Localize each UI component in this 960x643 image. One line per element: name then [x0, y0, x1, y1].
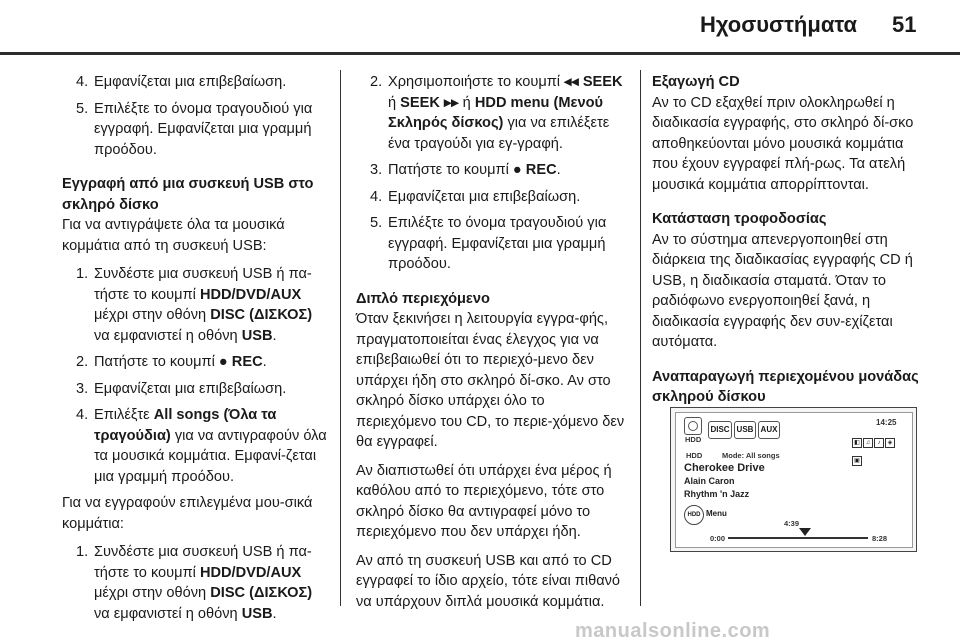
paragraph: Αν το CD εξαχθεί πριν ολοκληρωθεί η διαδικασία εγγραφής, στο σκληρό δί-σκο αποθηκεύονται μόνο μουσικά κομμάτια που έχουν εγγραφεί πλή-ρως. Τα ατελή μουσικά κομμάτια απορρίπτονται. — [652, 94, 914, 193]
tab-aux: AUX — [758, 421, 780, 439]
section-heading: Εξαγωγή CD — [652, 74, 740, 90]
watermark: manualsonline.com — [575, 620, 771, 642]
clock: 14:25 — [876, 418, 897, 427]
paragraph: Αν διαπιστωθεί ότι υπάρχει ένα μέρος ή καθόλου από το περιεχόμενο, τότε στο σκληρό δίσκο θα αντιγραφεί μόνο το περιεχόμενο που δεν υπάρχει ήδη. — [356, 462, 612, 540]
paragraph: Για να αντιγράψετε όλα τα μουσικά κομμάτια από τη συσκευή USB: — [62, 217, 285, 254]
column-2 — [356, 72, 628, 620]
tab-disc: DISC — [708, 421, 732, 439]
list-item: 3. Εμφανίζεται μια επιβεβαίωση. — [76, 380, 287, 397]
status-icon: ◧ — [852, 438, 862, 448]
list-item: 1. Συνδέστε μια συσκευή USB ή πα-τήστε το κουμπί HDD/DVD/AUX μέχρι στην οθόνη DISC (ΔΙΣΚΟΣ) να εμφανιστεί η οθόνη USB. — [76, 544, 313, 622]
hdd-disc-icon — [684, 417, 702, 435]
artist-name: Alain Caron — [684, 476, 735, 486]
status-icon: ♫ — [863, 438, 873, 448]
album-name: Rhythm 'n Jazz — [684, 489, 750, 499]
paragraph: Αν το σύστημα απενεργοποιηθεί στη διάρκεια της διαδικασίας εγγραφής CD ή USB, η διαδικασία σταματά. Όταν το ραδιόφωνο ενεργοποιηθεί ξανά, η διαδικασία εγγραφής δεν συν-εχίζεται αυτόματα. — [652, 231, 913, 350]
paragraph: Όταν ξεκινήσει η λειτουργία εγγρα-φής, πραγματοποιείται ένας έλεγχος για να επιβεβαιωθεί ότι το περιεχό-μενο δεν υπάρχει ήδη στο σκληρό δί-σκο. Αν στο σκληρό δίσκο υπάρχει όλο το περιεχόμενο του CD, το περιε-χόμενο δεν θα εγγραφεί. — [356, 311, 625, 450]
list-item: 3. Πατήστε το κουμπί ● REC. — [370, 162, 561, 178]
steps-list — [356, 72, 628, 275]
section-heading: Διπλό περιεχόμενο — [356, 290, 490, 307]
paragraph: Για να εγγραφούν επιλεγμένα μου-σικά κομμάτια: — [62, 495, 313, 532]
status-icon: ▣ — [852, 456, 862, 466]
list-item: 5. Επιλέξτε το όνομα τραγουδιού για εγγραφή. Εμφανίζεται μια γραμμή προόδου. — [370, 215, 607, 272]
column-divider — [640, 70, 641, 606]
list-item: 2. Πατήστε το κουμπί ● REC. — [76, 354, 267, 370]
column-3 — [652, 72, 924, 408]
start-time: 0:00 — [710, 534, 726, 543]
column-1 — [62, 72, 330, 630]
section-heading: Αναπαραγωγή περιεχομένου μονάδας σκληρού δίσκου — [652, 368, 919, 405]
progress-track — [728, 537, 868, 539]
current-time: 4:39 — [784, 519, 800, 528]
header-rule — [0, 52, 960, 55]
hdd-menu-button: HDD — [684, 505, 704, 525]
section-heading: Κατάσταση τροφοδοσίας — [652, 211, 827, 227]
list-item: 5. Επιλέξτε το όνομα τραγουδιού για εγγραφή. Εμφανίζεται μια γραμμή προόδου. — [76, 100, 313, 158]
list-item: 4. Εμφανίζεται μια επιβεβαίωση. — [76, 74, 287, 90]
screen-display — [675, 412, 913, 548]
list-item: 4. Εμφανίζεται μια επιβεβαίωση. — [370, 188, 581, 205]
radio-screen-illustration — [670, 407, 917, 552]
steps-list — [62, 72, 330, 160]
paragraph: Αν από τη συσκευή USB και από το CD εγγραφεί το ίδιο αρχείο, τότε είναι πιθανό να υπάρχουν διπλά μουσικά κομμάτια. — [356, 552, 621, 610]
list-item: 1. Συνδέστε μια συσκευή USB ή πα-τήστε το κουμπί HDD/DVD/AUX μέχρι στην οθόνη DISC (ΔΙΣΚΟΣ) να εμφανιστεί η οθόνη USB. — [76, 266, 313, 344]
section-heading: Εγγραφή από μια συσκευή USB στο σκληρό δίσκο — [62, 176, 314, 213]
mode-hdd: HDD — [686, 451, 703, 460]
tab-usb: USB — [734, 421, 756, 439]
steps-list — [62, 542, 330, 624]
list-item: 4. Επιλέξτε All songs (Όλα τα τραγούδια) για να αντιγραφούν όλα τα μουσικά κομμάτια. Εμφανί-ζεται μια γραμμή προόδου. — [76, 407, 327, 485]
end-time: 8:28 — [872, 534, 888, 543]
menu-label: Menu — [706, 509, 727, 518]
progress-marker — [799, 528, 811, 536]
steps-list — [62, 264, 330, 487]
status-icons — [852, 431, 906, 464]
column-divider — [340, 70, 341, 606]
status-icon: ♪ — [874, 438, 884, 448]
page-header — [0, 0, 960, 54]
page-title: Ηχοσυστήματα — [700, 12, 858, 37]
mode-text: Mode: All songs — [722, 451, 780, 460]
status-icon: ◈ — [885, 438, 895, 448]
list-item: 2. Χρησιμοποιήστε το κουμπί ◂◂ SEEK ή SEEK ▸▸ ή HDD menu (Μενού Σκληρός δίσκος) για να επιλέξετε ένα τραγούδι για εγ-γραφή. — [370, 74, 623, 152]
song-title: Cherokee Drive — [684, 462, 765, 474]
page-number: 51 — [892, 12, 917, 37]
hdd-label: HDD — [685, 435, 702, 444]
